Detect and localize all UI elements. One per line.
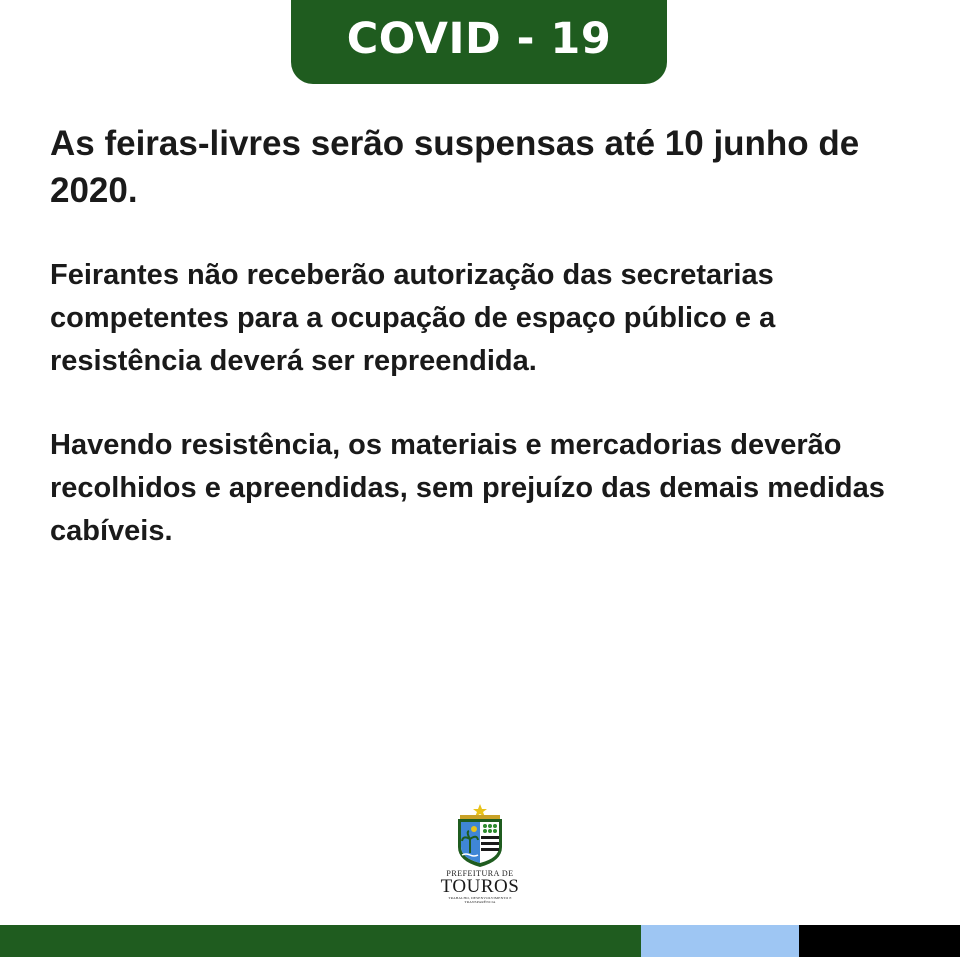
title-banner [291, 0, 667, 84]
announcement-content [50, 120, 930, 553]
logo-city-name: TOUROS [440, 876, 520, 897]
footer-stripe-green [0, 925, 641, 957]
logo-subtitle: TRABALHO, DESENVOLVIMENTO E TRANSPARÊNCIA [448, 896, 512, 904]
paragraph-1: Feirantes não receberão autorização das secretarias competentes para a ocupação de espaço público e a resistência deverá ser repreendida. [50, 259, 776, 377]
footer-stripe-blue [641, 925, 799, 957]
coat-of-arms-icon [438, 803, 522, 869]
logo-pretitle: PREFEITURA DE [446, 869, 514, 878]
city-hall-logo [438, 803, 522, 903]
footer-stripe-black [799, 925, 960, 957]
paragraph-2: Havendo resistência, os materiais e mercadorias deverão recolhidos e apreendidas, sem prejuízo das demais medidas cabíveis. [50, 429, 885, 547]
banner-title: COVID - 19 [346, 14, 612, 64]
headline: As feiras-livres serão suspensas até 10 junho de 2020. [50, 124, 860, 210]
